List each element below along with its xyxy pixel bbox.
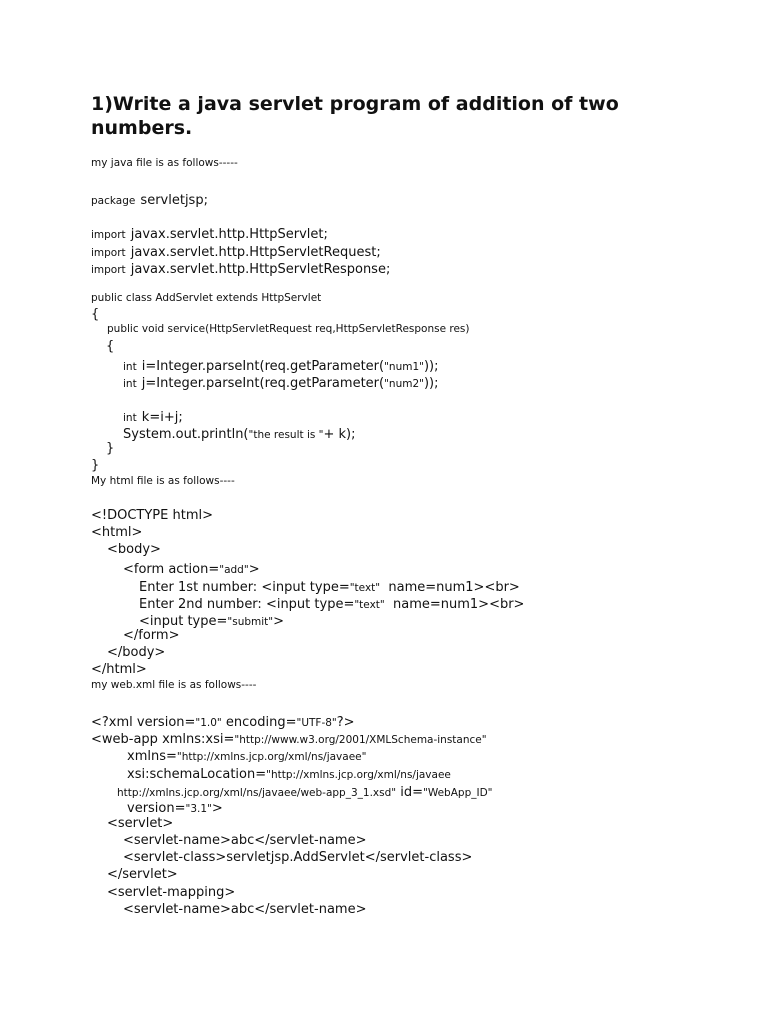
string-literal: "add"	[219, 564, 249, 576]
string-literal: "WebApp_ID"	[423, 787, 493, 799]
method-close-brace: }	[106, 441, 115, 456]
code-text: version=	[127, 801, 186, 816]
html-intro-text: My html file is as follows----	[91, 475, 235, 487]
code-text: xsi:schemaLocation=	[127, 767, 267, 782]
code-text: <form action=	[123, 562, 220, 577]
code-text: xmlns=	[127, 749, 177, 764]
string-literal: "http://www.w3.org/2001/XMLSchema-instance"	[234, 734, 487, 746]
code-text: <input type=	[139, 614, 228, 629]
class-open-brace: {	[91, 307, 100, 322]
import-line	[91, 243, 381, 259]
xml-code-line: </servlet>	[107, 867, 178, 882]
string-literal: http://xmlns.jcp.org/xml/ns/javaee/web-app_3_1.xsd"	[117, 787, 397, 799]
code-text: >	[211, 801, 223, 816]
xml-code-line	[127, 799, 223, 815]
package-name: servletjsp;	[140, 193, 208, 208]
xml-code-line	[91, 713, 355, 729]
code-text: ?>	[336, 715, 355, 730]
string-literal: "http://xmlns.jcp.org/xml/ns/javaee"	[176, 751, 367, 763]
code-text: <?xml version=	[91, 715, 196, 730]
code-text: i=Integer.parseInt(req.getParameter(	[141, 359, 385, 374]
html-code-line	[139, 578, 520, 594]
xml-code-line	[117, 783, 493, 799]
string-literal: "num2"	[384, 378, 424, 390]
int-keyword: int	[123, 412, 137, 424]
code-text: encoding=	[221, 715, 297, 730]
method-open-brace: {	[106, 339, 115, 354]
package-keyword: package	[91, 195, 136, 207]
code-line-j	[123, 374, 439, 390]
html-code-line: </body>	[107, 645, 166, 660]
html-code-line	[123, 560, 260, 576]
method-declaration: public void service(HttpServletRequest req,HttpServletResponse res)	[107, 323, 470, 335]
html-code-line: </html>	[91, 662, 147, 677]
code-text: >	[273, 614, 285, 629]
code-line-i	[123, 357, 439, 373]
xml-code-line: <servlet>	[107, 816, 174, 831]
string-literal: "submit"	[227, 616, 274, 628]
html-code-line: <html>	[91, 525, 143, 540]
code-text: Enter 2nd number: <input type=	[139, 597, 355, 612]
int-keyword: int	[123, 378, 137, 390]
code-text: j=Integer.parseInt(req.getParameter(	[141, 376, 385, 391]
xml-code-line	[127, 765, 451, 781]
xml-code-line: <servlet-name>abc</servlet-name>	[123, 833, 367, 848]
string-literal: "1.0"	[195, 717, 222, 729]
html-code-line: <!DOCTYPE html>	[91, 508, 213, 523]
code-text: <web-app xmlns:xsi=	[91, 732, 235, 747]
string-literal: "text"	[349, 582, 381, 594]
xml-code-line: <servlet-class>servletjsp.AddServlet</servlet-class>	[123, 850, 473, 865]
code-line-println	[123, 425, 356, 441]
import-line	[91, 260, 390, 276]
code-text: ));	[423, 359, 439, 374]
import-keyword: import	[91, 264, 126, 276]
document-title: 1)Write a java servlet program of addition of two numbers.	[91, 93, 619, 139]
xml-code-line: <servlet-name>abc</servlet-name>	[123, 902, 367, 917]
import-path: javax.servlet.http.HttpServletResponse;	[130, 262, 391, 277]
import-keyword: import	[91, 229, 126, 241]
xml-intro-text: my web.xml file is as follows----	[91, 679, 257, 691]
int-keyword: int	[123, 361, 137, 373]
code-text: name=num1><br>	[380, 580, 520, 595]
import-path: javax.servlet.http.HttpServletRequest;	[130, 245, 381, 260]
import-keyword: import	[91, 247, 126, 259]
class-close-brace: }	[91, 458, 100, 473]
html-code-line: </form>	[123, 628, 180, 643]
html-code-line	[139, 612, 284, 628]
xml-code-line	[127, 747, 366, 763]
string-literal: "text"	[354, 599, 385, 611]
java-intro-text: my java file is as follows-----	[91, 157, 238, 169]
string-literal: "the result is "	[248, 429, 324, 441]
html-code-line	[139, 595, 524, 611]
code-text: name=num1><br>	[384, 597, 525, 612]
string-literal: "UTF-8"	[296, 717, 337, 729]
xml-code-line: <servlet-mapping>	[107, 885, 236, 900]
import-line	[91, 225, 328, 241]
html-code-line: <body>	[107, 542, 161, 557]
code-line-k	[123, 408, 183, 424]
package-line	[91, 191, 208, 207]
xml-code-line	[91, 730, 487, 746]
class-declaration: public class AddServlet extends HttpServlet	[91, 292, 322, 304]
code-text: + k);	[323, 427, 356, 442]
code-text: System.out.println(	[123, 427, 249, 442]
import-path: javax.servlet.http.HttpServlet;	[130, 227, 328, 242]
string-literal: "http://xmlns.jcp.org/xml/ns/javaee	[266, 769, 451, 781]
code-text: >	[248, 562, 260, 577]
string-literal: "num1"	[384, 361, 424, 373]
string-literal: "3.1"	[185, 803, 212, 815]
code-text: k=i+j;	[141, 410, 183, 425]
code-text: ));	[423, 376, 439, 391]
code-text: id=	[396, 785, 423, 800]
code-text: Enter 1st number: <input type=	[139, 580, 350, 595]
